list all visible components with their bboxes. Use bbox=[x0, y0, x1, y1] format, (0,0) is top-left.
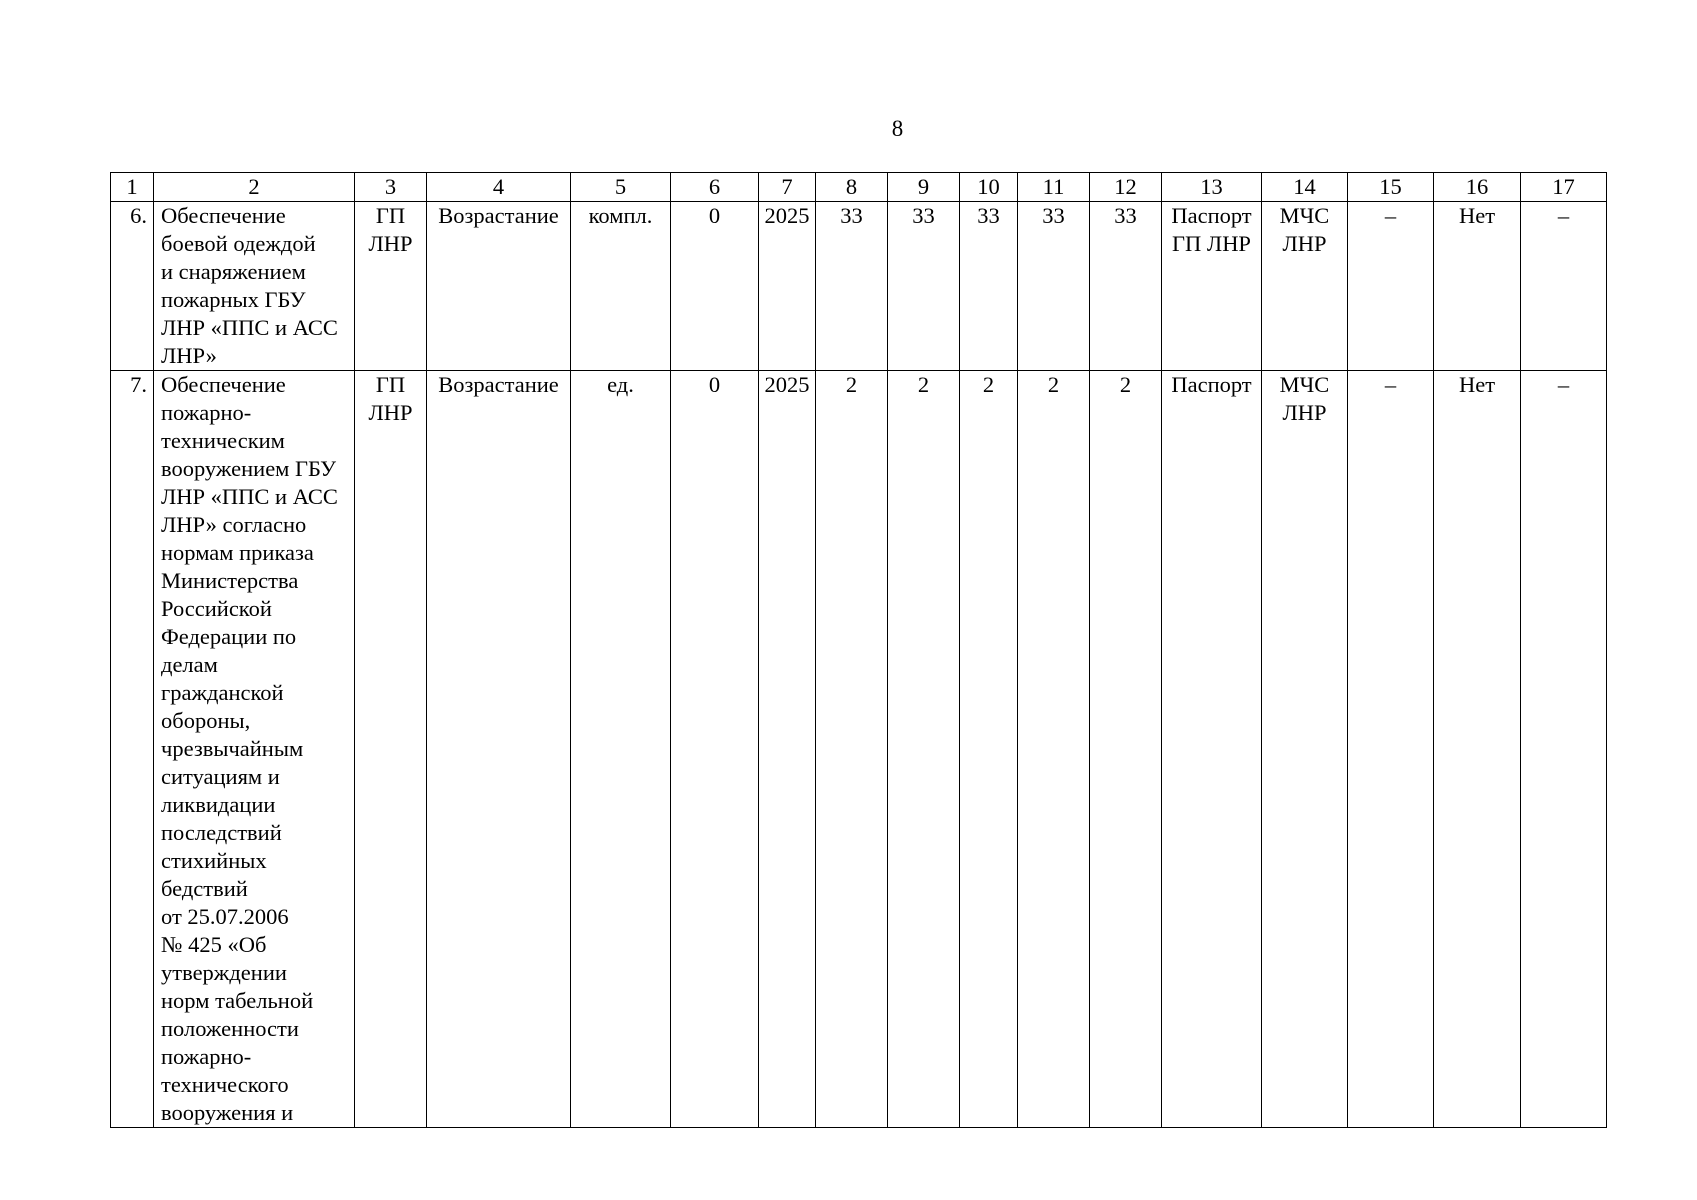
trend-cell: Возрастание bbox=[427, 202, 571, 371]
cell-text-line: последствий bbox=[161, 820, 282, 845]
column-header: 9 bbox=[888, 173, 960, 202]
column-header: 4 bbox=[427, 173, 571, 202]
table-row bbox=[111, 371, 1607, 1128]
cell-text-line: ситуациям и bbox=[161, 764, 280, 789]
table-row bbox=[111, 202, 1607, 371]
cell-text-line: ЛНР» bbox=[161, 343, 217, 368]
value-cell: 33 bbox=[1018, 202, 1090, 371]
column-header: 12 bbox=[1090, 173, 1162, 202]
cell-text-line: боевой одеждой bbox=[161, 231, 316, 256]
cell-text-line: МЧС bbox=[1279, 372, 1330, 397]
base-year-cell: 2025 bbox=[759, 202, 816, 371]
dash-cell: – bbox=[1348, 202, 1434, 371]
cell-text-line: Паспорт bbox=[1171, 372, 1252, 397]
cell-text-line: ЛНР bbox=[368, 231, 413, 256]
dash-cell: – bbox=[1348, 371, 1434, 1128]
cell-text-line: Обеспечение bbox=[161, 203, 286, 228]
indicators-table bbox=[110, 172, 1607, 1128]
cell-text-line: техническим bbox=[161, 428, 285, 453]
cell-text-line: Обеспечение bbox=[161, 372, 286, 397]
value-cell: 33 bbox=[816, 202, 888, 371]
cell-text-line: обороны, bbox=[161, 708, 251, 733]
column-header: 10 bbox=[960, 173, 1018, 202]
cell-text-line: ГП bbox=[375, 203, 406, 228]
trend-cell: Возрастание bbox=[427, 371, 571, 1128]
cell-text-line: ликвидации bbox=[161, 792, 276, 817]
value-cell: 33 bbox=[960, 202, 1018, 371]
row-number: 6. bbox=[111, 202, 154, 371]
dash-cell: – bbox=[1521, 202, 1607, 371]
cell-text-line: пожарно- bbox=[161, 400, 252, 425]
flag-cell: Нет bbox=[1434, 371, 1521, 1128]
cell-text-line: ГП bbox=[375, 372, 406, 397]
cell-text-line: гражданской bbox=[161, 680, 284, 705]
column-header: 5 bbox=[571, 173, 671, 202]
cell-text-line: вооружением ГБУ bbox=[161, 456, 337, 481]
value-cell: 2 bbox=[888, 371, 960, 1128]
page-number: 8 bbox=[891, 116, 904, 141]
flag-cell: Нет bbox=[1434, 202, 1521, 371]
cell-text-line: МЧС bbox=[1279, 203, 1330, 228]
unit-cell: ед. bbox=[571, 371, 671, 1128]
cell-text-line: ЛНР» согласно bbox=[161, 512, 307, 537]
cell-text-line: ЛНР «ППС и АСС bbox=[161, 315, 338, 340]
table-header-row bbox=[111, 173, 1607, 202]
column-header: 11 bbox=[1018, 173, 1090, 202]
value-cell: 2 bbox=[1018, 371, 1090, 1128]
column-header: 6 bbox=[671, 173, 759, 202]
column-header: 2 bbox=[154, 173, 355, 202]
base-value-cell: 0 bbox=[671, 202, 759, 371]
cell-text-line: технического bbox=[161, 1072, 289, 1097]
cell-text-line: утверждении bbox=[161, 960, 287, 985]
cell-text-line: от 25.07.2006 bbox=[161, 904, 289, 929]
column-header: 13 bbox=[1162, 173, 1262, 202]
value-cell: 33 bbox=[1090, 202, 1162, 371]
indicator-name bbox=[154, 202, 355, 371]
cell-text-line: стихийных bbox=[161, 848, 267, 873]
cell-text-line: Министерства bbox=[161, 568, 299, 593]
column-header: 16 bbox=[1434, 173, 1521, 202]
responsible-cell bbox=[1262, 202, 1348, 371]
column-header: 7 bbox=[759, 173, 816, 202]
column-header: 8 bbox=[816, 173, 888, 202]
value-cell: 2 bbox=[1090, 371, 1162, 1128]
cell-text-line: ЛНР «ППС и АСС bbox=[161, 484, 338, 509]
program-cell bbox=[355, 371, 427, 1128]
column-header: 17 bbox=[1521, 173, 1607, 202]
value-cell: 2 bbox=[816, 371, 888, 1128]
unit-cell: компл. bbox=[571, 202, 671, 371]
dash-cell: – bbox=[1521, 371, 1607, 1128]
cell-text-line: вооружения и bbox=[161, 1100, 294, 1125]
cell-text-line: Паспорт bbox=[1171, 203, 1252, 228]
cell-text-line: пожарных ГБУ bbox=[161, 287, 306, 312]
cell-text-line: № 425 «Об bbox=[161, 932, 267, 957]
base-value-cell: 0 bbox=[671, 371, 759, 1128]
base-year-cell: 2025 bbox=[759, 371, 816, 1128]
cell-text-line: ЛНР bbox=[368, 400, 413, 425]
responsible-cell bbox=[1262, 371, 1348, 1128]
document-cell bbox=[1162, 202, 1262, 371]
cell-text-line: норм табельной bbox=[161, 988, 314, 1013]
cell-text-line: Российской bbox=[161, 596, 272, 621]
cell-text-line: ЛНР bbox=[1282, 400, 1327, 425]
cell-text-line: пожарно- bbox=[161, 1044, 252, 1069]
column-header: 1 bbox=[111, 173, 154, 202]
cell-text-line: чрезвычайным bbox=[161, 736, 304, 761]
value-cell: 33 bbox=[888, 202, 960, 371]
cell-text-line: ГП ЛНР bbox=[1172, 231, 1251, 256]
document-cell bbox=[1162, 371, 1262, 1128]
cell-text-line: нормам приказа bbox=[161, 540, 314, 565]
row-number: 7. bbox=[111, 371, 154, 1128]
cell-text-line: делам bbox=[161, 652, 218, 677]
program-cell bbox=[355, 202, 427, 371]
column-header: 15 bbox=[1348, 173, 1434, 202]
cell-text-line: бедствий bbox=[161, 876, 248, 901]
cell-text-line: и снаряжением bbox=[161, 259, 306, 284]
indicator-name bbox=[154, 371, 355, 1128]
value-cell: 2 bbox=[960, 371, 1018, 1128]
column-header: 14 bbox=[1262, 173, 1348, 202]
cell-text-line: положенности bbox=[161, 1016, 299, 1041]
column-header: 3 bbox=[355, 173, 427, 202]
cell-text-line: ЛНР bbox=[1282, 231, 1327, 256]
cell-text-line: Федерации по bbox=[161, 624, 297, 649]
